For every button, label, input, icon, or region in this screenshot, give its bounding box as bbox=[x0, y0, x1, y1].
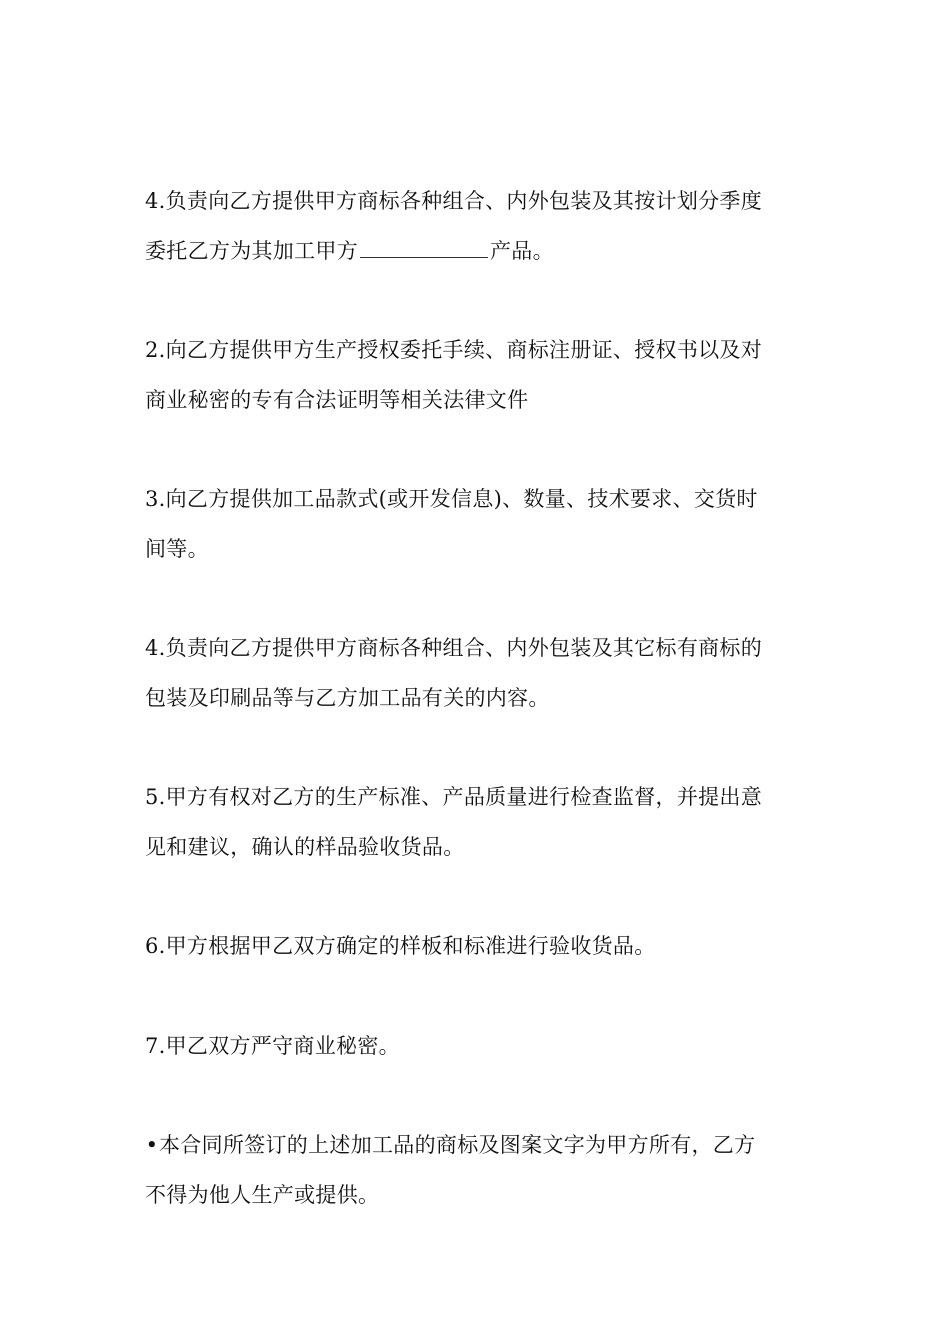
clause-line: 6.甲方根据甲乙双方确定的样板和标准进行验收货品。 bbox=[145, 934, 656, 958]
clause-paragraph bbox=[145, 1120, 807, 1220]
clause-line: 3.向乙方提供加工品款式(或开发信息)、数量、技术要求、交货时 bbox=[145, 487, 758, 511]
clause-line-with-blank bbox=[145, 226, 807, 276]
clause-text: 产品。 bbox=[490, 239, 554, 263]
clause-line: 4.负责向乙方提供甲方商标各种组合、内外包装及其它标有商标的 bbox=[145, 636, 763, 660]
clause-paragraph bbox=[145, 623, 807, 723]
clause-paragraph bbox=[145, 474, 807, 574]
clause-text: 委托乙方为其加工甲方 bbox=[145, 239, 358, 263]
clause-paragraph bbox=[145, 325, 807, 425]
clause-line-bulleted bbox=[145, 1120, 807, 1170]
clause-line: 7.甲乙双方严守商业秘密。 bbox=[145, 1034, 400, 1058]
clause-line: 2.向乙方提供甲方生产授权委托手续、商标注册证、授权书以及对 bbox=[145, 338, 763, 362]
clause-line: 4.负责向乙方提供甲方商标各种组合、内外包装及其按计划分季度 bbox=[145, 189, 763, 213]
clause-line: 见和建议，确认的样品验收货品。 bbox=[145, 835, 465, 859]
clause-line: 不得为他人生产或提供。 bbox=[145, 1183, 380, 1207]
fill-in-blank bbox=[360, 237, 488, 258]
bullet-dot: • bbox=[145, 1133, 159, 1157]
clause-line: 间等。 bbox=[145, 537, 209, 561]
clause-paragraph bbox=[145, 1021, 807, 1071]
clause-line: 5.甲方有权对乙方的生产标准、产品质量进行检查监督，并提出意 bbox=[145, 785, 763, 809]
clause-paragraph bbox=[145, 176, 807, 276]
clause-text: 本合同所签订的上述加工品的商标及图案文字为甲方所有，乙方 bbox=[159, 1133, 756, 1157]
clause-paragraph bbox=[145, 921, 807, 971]
clause-paragraph bbox=[145, 772, 807, 872]
clause-line: 包装及印刷品等与乙方加工品有关的内容。 bbox=[145, 686, 550, 710]
clause-line: 商业秘密的专有合法证明等相关法律文件 bbox=[145, 388, 529, 412]
